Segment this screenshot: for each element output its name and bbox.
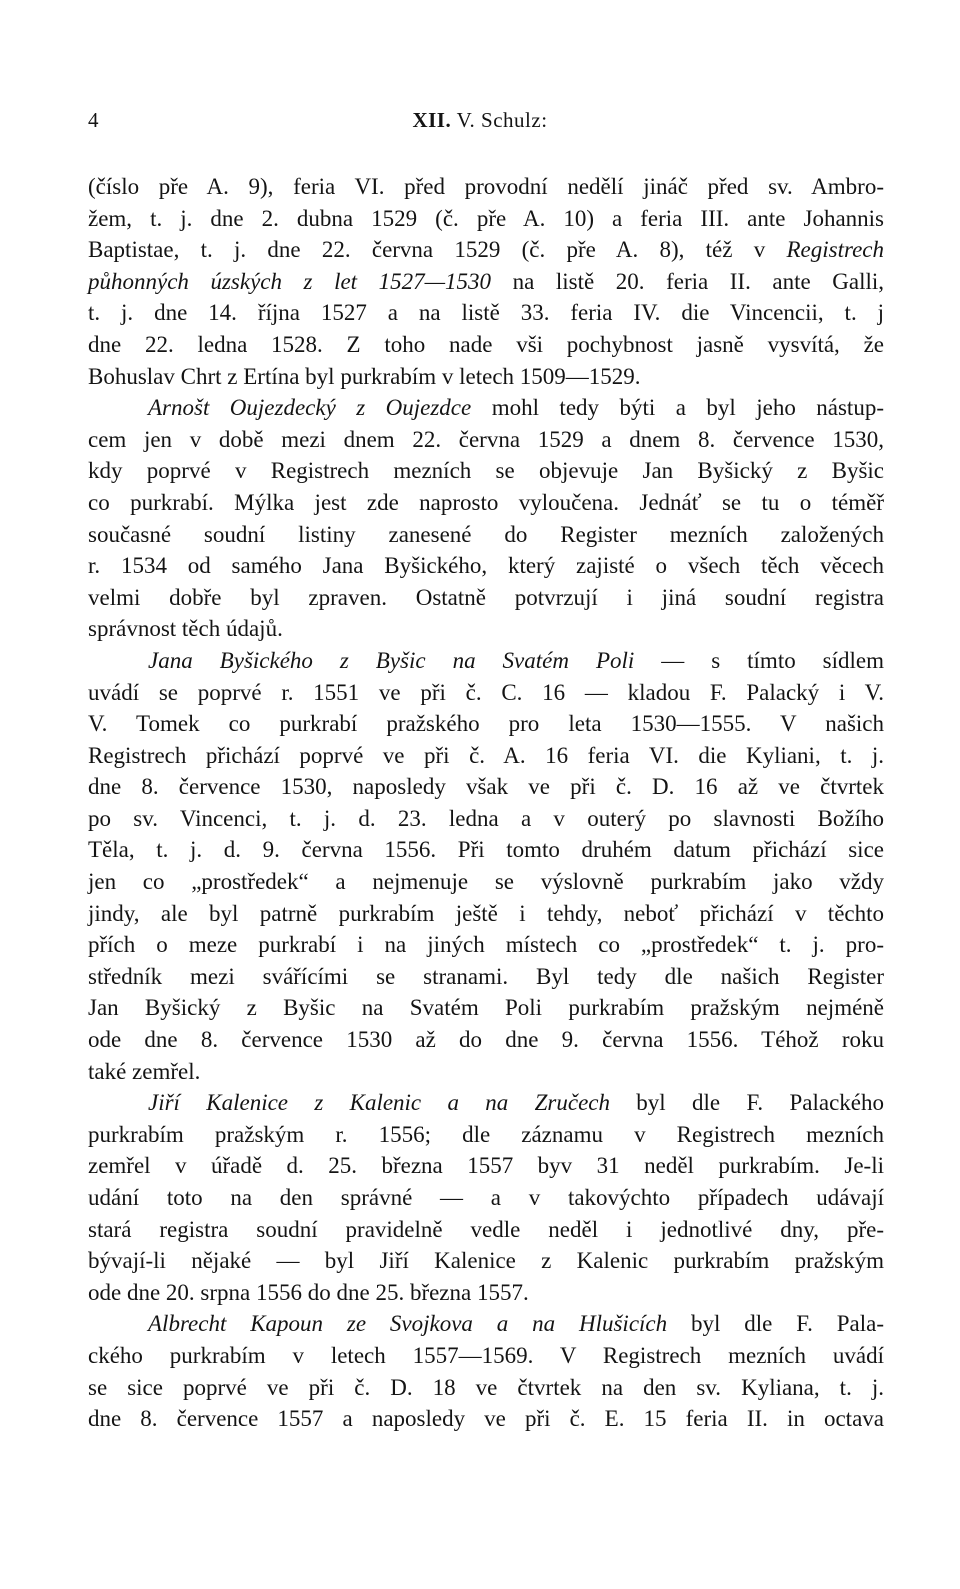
page-number: 4 (88, 108, 99, 132)
text-line (88, 361, 884, 393)
text-line (88, 1340, 884, 1372)
text-run: purkrabím pražským r. 1556; dle záznamu v Registrech mezních (88, 1121, 884, 1147)
paragraph (88, 1087, 884, 1308)
text-run: Baptistae, t. j. dne 22. června 1529 (č. pře A. 8), též v (88, 237, 787, 263)
text-line (88, 1245, 884, 1277)
text-line (88, 708, 884, 740)
italic-name: Arnošt Oujezdecký z Oujezdce (148, 395, 472, 421)
paragraph (88, 171, 884, 392)
text-line (88, 1087, 884, 1119)
text-line (88, 297, 884, 329)
text-run: žem, t. j. dne 2. dubna 1529 (č. pře A. 10) a feria III. ante Johannis (88, 205, 884, 231)
text-run: středník mezi svářícími se stranami. Byl tedy dle našich Register (88, 963, 884, 989)
text-line (88, 803, 884, 835)
text-line (88, 992, 884, 1024)
text-run: ode dne 8. července 1530 až do dne 9. června 1556. Téhož roku (88, 1027, 884, 1053)
text-run: co purkrabí. Mýlka jest zde naprosto vyloučena. Jednáť se tu o téměř (88, 489, 884, 515)
text-line (88, 1056, 884, 1088)
text-run: ckého purkrabím v letech 1557—1569. V Registrech mezních uvádí (88, 1342, 884, 1368)
text-line (88, 519, 884, 551)
text-line (88, 1372, 884, 1404)
paragraph (88, 645, 884, 1087)
text-run: současné soudní listiny zanesené do Register mezních založených (88, 521, 884, 547)
text-run: přích o meze purkrabí i na jiných místech co „prostředek“ t. j. pro- (88, 932, 884, 958)
text-run: uvádí se poprvé r. 1551 ve při č. C. 16 — kladou F. Palacký i V. (88, 679, 884, 705)
text-line (88, 1277, 884, 1309)
text-run: byl dle F. Palackého (609, 1090, 884, 1116)
text-line (88, 771, 884, 803)
text-run: dne 8. července 1530, naposledy však ve při č. D. 16 až ve čtvrtek (88, 774, 884, 800)
text-run: udání toto na den správné — a v takovýchto případech udávají (88, 1185, 884, 1210)
text-line (88, 582, 884, 614)
text-line (88, 834, 884, 866)
text-line (88, 866, 884, 898)
text-run: (číslo pře A. 9), feria VI. před provodní nedělí jináč před sv. Ambro- (88, 174, 884, 199)
text-run: t. j. dne 14. října 1527 a na listě 33. feria IV. die Vincencii, t. j (88, 300, 884, 326)
italic-name: Registrech (786, 237, 884, 263)
text-run: velmi dobře byl zpraven. Ostatně potvrzují i jiná soudní registra (88, 584, 884, 610)
text-line (88, 234, 884, 266)
text-run: mohl tedy býti a byl jeho nástup- (471, 395, 884, 421)
text-run: cem jen v době mezi dnem 22. června 1529 a dnem 8. července 1530, (88, 426, 884, 452)
text-line (88, 740, 884, 772)
text-run: jindy, ale byl patrně purkrabím ještě i tehdy, neboť přichází v těchto (88, 900, 884, 926)
text-line (88, 1403, 884, 1435)
text-line (88, 1214, 884, 1246)
text-run: jen co „prostředek“ a nejmenuje se výslovně purkrabím jako vždy (88, 869, 884, 895)
text-line (88, 677, 884, 709)
text-run: Bohuslav Chrt z Ertína byl purkrabím v letech 1509—1529. (88, 363, 641, 389)
text-line (88, 961, 884, 993)
text-line (88, 392, 884, 424)
text-run: Těla, t. j. d. 9. června 1556. Při tomto druhém datum přichází sice (88, 837, 884, 863)
page-header (88, 108, 872, 140)
text-run: byl dle F. Pala- (667, 1311, 884, 1337)
running-head-numeral: XII. (412, 108, 452, 132)
text-line (88, 645, 884, 677)
text-line (88, 487, 884, 519)
italic-name: půhonných úzských z let 1527—1530 (88, 268, 492, 294)
text-run: na listě 20. feria II. ante Galli, (491, 268, 884, 294)
text-run: Registrech přichází poprvé ve při č. A. 16 feria VI. die Kyliani, t. j. (88, 742, 884, 768)
paragraph (88, 1308, 884, 1434)
text-run: kdy poprvé v Registrech mezních se objevuje Jan Byšický z Byšic (88, 458, 884, 484)
italic-name: Jiří Kalenice z Kalenic a na Zručech (148, 1090, 610, 1116)
body-text (88, 171, 884, 1435)
text-line (88, 929, 884, 961)
text-run: zemřel v úřadě d. 25. března 1557 byv 31 neděl purkrabím. Je-li (88, 1153, 884, 1179)
text-run: také zemřel. (88, 1058, 201, 1084)
text-line (88, 455, 884, 487)
text-line (88, 1182, 884, 1214)
text-run: po sv. Vincenci, t. j. d. 23. ledna a v outerý po slavnosti Božího (88, 805, 884, 831)
italic-name: Jana Byšického z Byšic na Svatém Poli (148, 647, 635, 673)
text-line (88, 550, 884, 582)
running-head (88, 108, 872, 133)
text-run: dne 22. ledna 1528. Z toho nade vši pochybnost jasně vysvítá, že (88, 331, 884, 357)
text-run: — s tímto sídlem (634, 647, 885, 673)
paragraph (88, 392, 884, 645)
text-run: dne 8. července 1557 a naposledy ve při č. E. 15 feria II. in octava (88, 1406, 884, 1432)
text-line (88, 898, 884, 930)
text-run: ode dne 20. srpna 1556 do dne 25. března 1557. (88, 1279, 529, 1305)
running-head-author: V. Schulz: (456, 108, 548, 132)
text-line (88, 266, 884, 298)
text-run: Jan Byšický z Byšic na Svatém Poli purkrabím pražským nejméně (88, 995, 884, 1021)
text-run: V. Tomek co purkrabí pražského pro leta 1530—1555. V našich (88, 711, 884, 737)
text-line (88, 1024, 884, 1056)
text-line (88, 1150, 884, 1182)
text-line (88, 171, 884, 203)
text-line (88, 1119, 884, 1151)
italic-name: Albrecht Kapoun ze Svojkova a na Hlušicích (148, 1311, 668, 1337)
text-run: správnost těch údajů. (88, 616, 283, 642)
text-line (88, 1308, 884, 1340)
text-run: bývají-li nějaké — byl Jiří Kalenice z Kalenic purkrabím pražským (88, 1248, 884, 1274)
text-line (88, 424, 884, 456)
text-line (88, 203, 884, 235)
text-line (88, 613, 884, 645)
text-run: r. 1534 od samého Jana Byšického, který zajisté o všech těch věcech (88, 553, 884, 579)
text-run: se sice poprvé ve při č. D. 18 ve čtvrtek na den sv. Kyliana, t. j. (88, 1374, 884, 1400)
text-line (88, 329, 884, 361)
text-run: stará registra soudní pravidelně vedle neděl i jednotlivé dny, pře- (88, 1216, 884, 1242)
